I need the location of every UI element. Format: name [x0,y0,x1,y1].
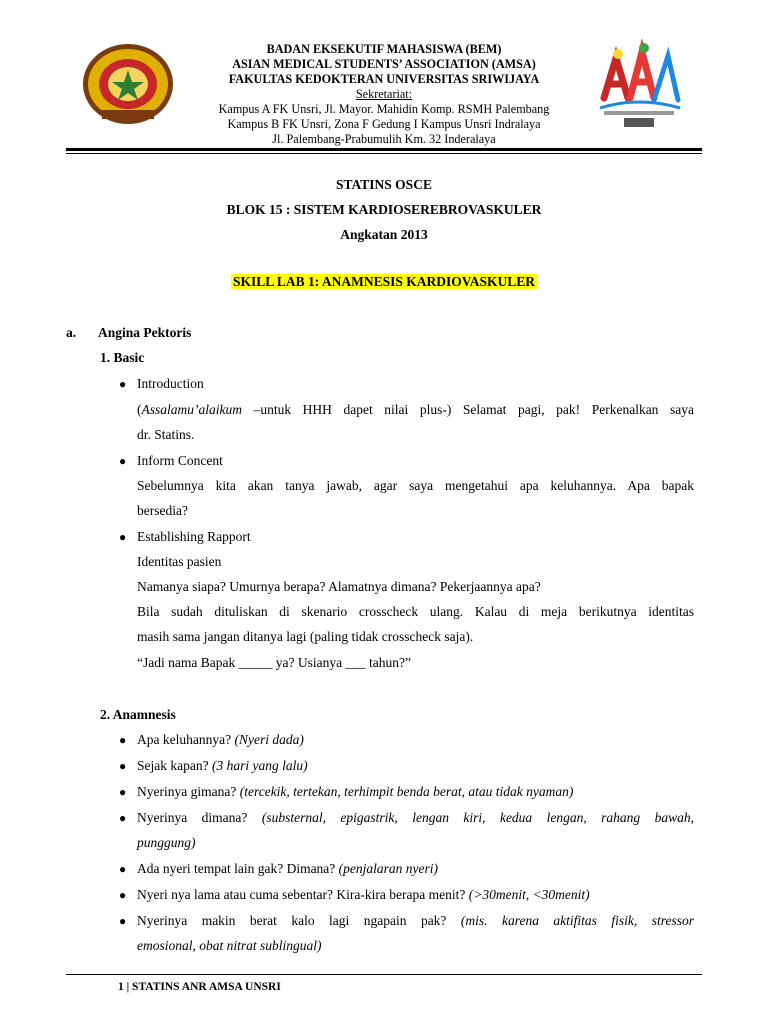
question: Sejak kapan? [137,758,212,773]
page-number: 1 [118,981,124,993]
title-angkatan: Angkatan 2013 [340,227,428,242]
header-divider-thick [66,148,702,151]
anamnesis-item-5 [137,856,438,882]
consent-line-1: Sebelumnya kita akan tanya jawab, agar saya mengetahui apa keluhannya. Apa bapak [137,478,694,493]
question: Nyerinya makin berat kalo lagi ngapain pak? [137,913,461,928]
rapport-line-2: Namanya siapa? Umurnya berapa? Alamatnya dimana? Pekerjaannya apa? [137,579,541,594]
question: Apa keluhannya? [137,732,235,747]
bullet-icon: ● [119,888,127,902]
anamnesis-item-7-cont: emosional, obat nitrat sublingual) [137,938,322,953]
question: Nyeri nya lama atau cuma sebentar? Kira-kira berapa menit? [137,887,469,902]
rapport-line-5: “Jadi nama Bapak _____ ya? Usianya ___ tahun?” [137,655,412,670]
bullet-icon: ● [119,914,127,928]
anamnesis-item-2 [137,753,308,779]
bullet-icon: ● [119,811,127,825]
anamnesis-heading: 2. Anamnesis [100,707,176,722]
consent-line-2: bersedia? [137,503,188,518]
answer-hint: (substernal, epigastrik, lengan kiri, kedua lengan, rahang bawah, [261,810,694,825]
page-footer [118,981,281,993]
intro-line-2: dr. Statins. [137,427,195,442]
bullet-icon: ● [119,530,127,544]
rapport-line-3: Bila sudah dituliskan di skenario crosscheck ulang. Kalau di meja berikutnya identitas [137,604,694,619]
bullet-icon: ● [119,454,127,468]
anamnesis-item-6 [137,882,590,908]
intro-rest: –untuk HHH dapet nilai plus-) Selamat pagi, pak! Perkenalkan saya [242,402,694,417]
amsa-logo [594,38,684,130]
anamnesis-item-1 [137,727,304,753]
anamnesis-item-4-cont: punggung) [137,835,196,850]
address-line-3: Jl. Palembang-Prabumulih Km. 32 Inderalaya [272,132,496,146]
question: Nyerinya dimana? [137,810,262,825]
rapport-line-4: masih sama jangan ditanya lagi (paling tidak crosscheck saja). [137,629,474,644]
intro-paren: ( [137,402,142,417]
org-faculty: FAKULTAS KEDOKTERAN UNIVERSITAS SRIWIJAYA [228,72,540,86]
footer-text: STATINS ANR AMSA UNSRI [132,981,281,993]
skill-lab-heading [0,273,768,291]
bullet-icon: ● [119,759,127,773]
letterhead-text [190,42,578,147]
header-divider-thin [66,153,702,154]
anamnesis-item-7 [137,908,694,934]
intro-line-1 [137,397,694,423]
address-line-2: Kampus B FK Unsri, Zona F Gedung I Kampus Unsri Indralaya [227,117,541,131]
org-name-bem: BADAN EKSEKUTIF MAHASISWA (BEM) [266,42,502,56]
question: Ada nyeri tempat lain gak? Dimana? [137,861,339,876]
footer-separator: | [126,981,130,993]
letterhead [0,0,768,160]
bullet-icon: ● [119,377,127,391]
bem-seal-logo [82,42,174,126]
title-blok: BLOK 15 : SISTEM KARDIOSEREBROVASKULER [226,202,542,217]
intro-label: Introduction [137,376,204,391]
answer-hint: (penjalaran nyeri) [338,861,439,876]
title-statins-osce: STATINS OSCE [336,177,432,192]
section-title: Angina Pektoris [98,325,192,340]
answer-hint: (Nyeri dada) [234,732,304,747]
rapport-label: Establishing Rapport [137,529,251,544]
basic-heading: 1. Basic [100,350,145,365]
answer-hint: (3 hari yang lalu) [211,758,308,773]
skill-lab-highlight: SKILL LAB 1: ANAMNESIS KARDIOVASKULER [232,274,536,289]
rapport-line-1: Identitas pasien [137,554,222,569]
bullet-icon: ● [119,862,127,876]
consent-label: Inform Concent [137,453,223,468]
answer-hint: (tercekik, tertekan, terhimpit benda berat, atau tidak nyaman) [239,784,574,799]
answer-hint: (>30menit, <30menit) [468,887,590,902]
anamnesis-item-3 [137,779,573,805]
bullet-icon: ● [119,733,127,747]
answer-hint: (mis. karena aktifitas fisik, stressor [460,913,694,928]
anamnesis-item-4 [137,805,694,831]
bullet-icon: ● [119,785,127,799]
sekretariat-label: Sekretariat: [355,87,413,101]
address-line-1: Kampus A FK Unsri, Jl. Mayor. Mahidin Komp. RSMH Palembang [218,102,550,116]
document-titles [0,172,768,247]
org-name-amsa: ASIAN MEDICAL STUDENTS’ ASSOCIATION (AMSA) [232,57,536,71]
footer-divider [66,974,702,975]
intro-greeting: Assalamu’alaikum [141,402,242,417]
question: Nyerinya gimana? [137,784,240,799]
section-marker: a. [66,325,77,340]
